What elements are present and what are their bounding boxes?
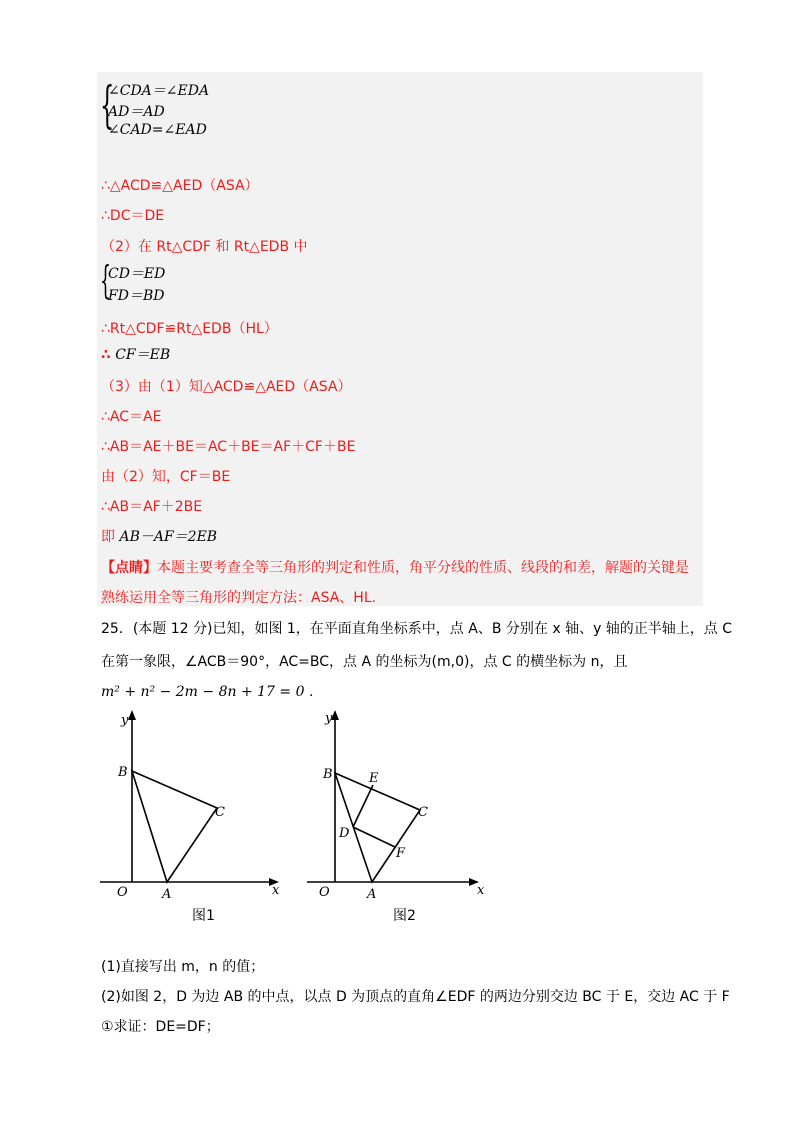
label-o: O [117, 885, 128, 900]
question-part-1: (1)直接写出 m，n 的值； [101, 959, 265, 975]
solution-line: ∴△ACD≌△AED（ASA） [101, 178, 259, 194]
figure-1-caption: 图1 [192, 908, 215, 924]
label-b: B [118, 765, 128, 780]
triangle-abc [132, 771, 217, 882]
solution-line: ∴AC＝AE [101, 409, 162, 425]
solution-line [101, 344, 170, 364]
question-equation: m² + n² − 2m − 8n + 17 = 0 . [101, 684, 314, 700]
solution-line [101, 526, 217, 546]
label-y: y [325, 711, 333, 726]
therefore-symbol: ∴ [101, 347, 111, 363]
comment-text: 本题主要考查全等三角形的判定和性质，角平分线的性质、线段的和差，解题的关键是 [157, 560, 689, 576]
solution-line: （2）在 Rt△CDF 和 Rt△EDB 中 [101, 239, 308, 255]
label-d: D [339, 826, 350, 841]
system2-row-1: CD＝ED [108, 266, 166, 282]
math-expression: CF＝EB [115, 347, 171, 363]
comment-line [101, 557, 689, 577]
question-part-2a: ①求证：DE=DF； [101, 1019, 220, 1035]
label-x: x [477, 883, 485, 898]
system1-row-3: ∠CAD=∠EAD [108, 122, 207, 138]
question-part-2: (2)如图 2，D 为边 AB 的中点，以点 D 为顶点的直角∠EDF 的两边分别交边 BC 于 E，交边 AC 于 F [101, 989, 730, 1005]
solution-line: 由（2）知，CF＝BE [101, 469, 231, 485]
figure-2 [305, 704, 505, 926]
solution-line: （3）由（1）知△ACD≌△AED（ASA） [101, 379, 352, 395]
prefix-text: 即 [101, 529, 115, 545]
segment-de [353, 785, 373, 827]
figure-1 [95, 706, 295, 928]
system1-brace: { [100, 76, 115, 134]
comment-line: 熟练运用全等三角形的判定方法：ASA、HL. [101, 590, 377, 606]
system2-row-2: FD＝BD [108, 288, 165, 304]
label-a: A [162, 887, 172, 902]
system1-row-1: ∠CDA＝∠EDA [108, 83, 210, 99]
label-o: O [319, 885, 330, 900]
label-x: x [272, 883, 280, 898]
math-expression: AB－AF＝2EB [119, 529, 218, 545]
system1-row-2: AD＝AD [108, 104, 165, 120]
label-c: C [215, 805, 225, 820]
label-b: B [323, 767, 333, 782]
solution-line: ∴Rt△CDF≌Rt△EDB（HL） [101, 321, 278, 337]
solution-line: ∴AB＝AF＋2BE [101, 499, 203, 515]
solution-line: ∴DC＝DE [101, 208, 165, 224]
y-axis-arrow [128, 710, 136, 720]
label-c: C [418, 805, 428, 820]
question-line: 25．(本题 12 分)已知，如图 1，在平面直角坐标系中，点 A、B 分别在 x 轴、y 轴的正半轴上，点 C [101, 621, 733, 637]
comment-tag: 【点睛】 [101, 560, 157, 576]
label-f: F [396, 846, 406, 861]
label-e: E [369, 771, 379, 786]
solution-line: ∴AB＝AE＋BE＝AC＋BE＝AF＋CF＋BE [101, 439, 356, 455]
label-y: y [121, 713, 129, 728]
question-line: 在第一象限，∠ACB＝90°，AC=BC，点 A 的坐标为(m,0)，点 C 的横坐标为 n，且 [101, 654, 628, 670]
label-a: A [367, 887, 377, 902]
system2-brace: { [100, 258, 111, 302]
figure-2-caption: 图2 [393, 908, 416, 924]
